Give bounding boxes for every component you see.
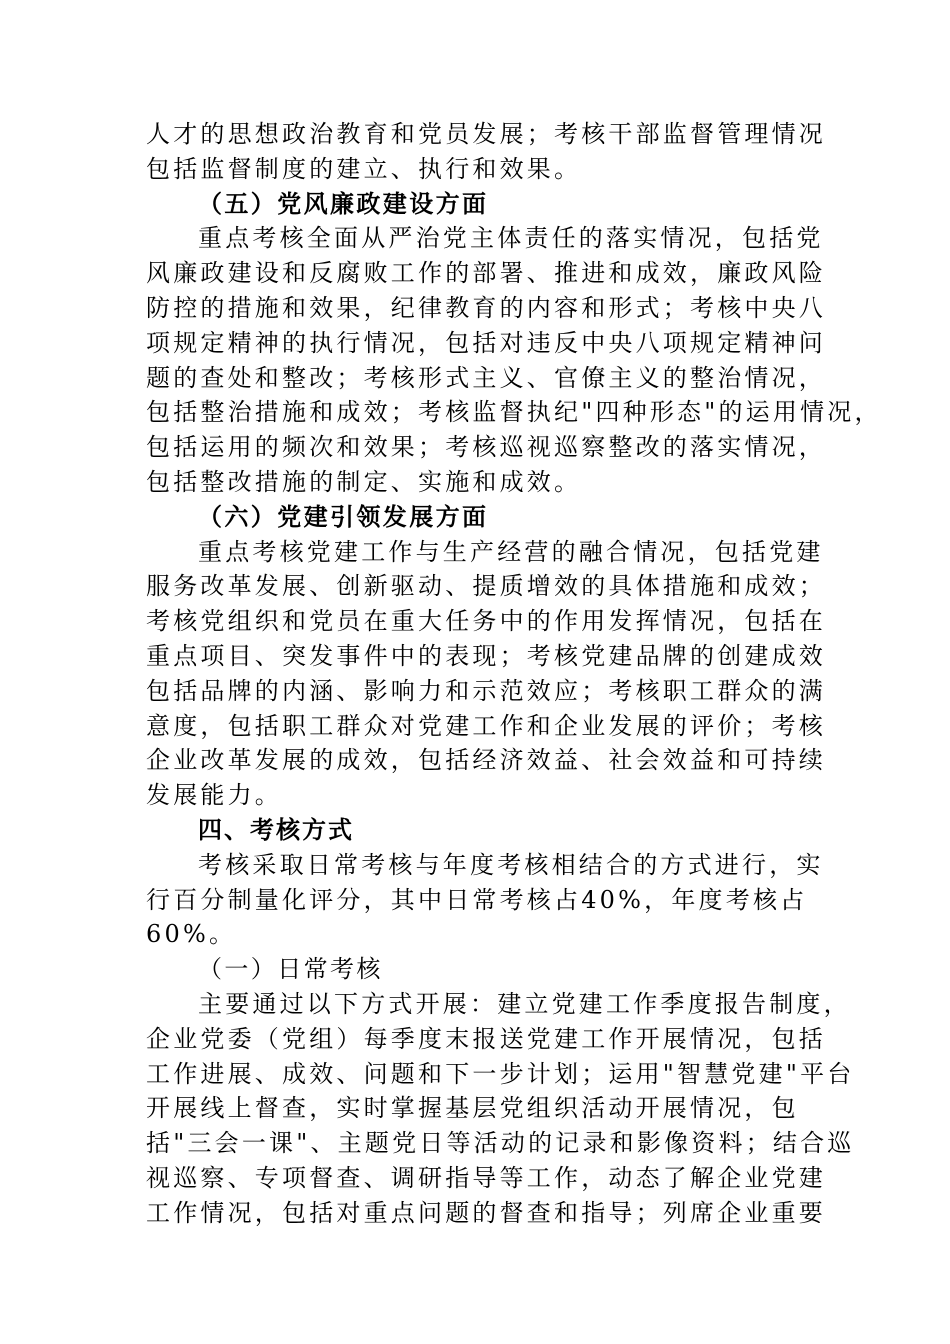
body-text-line: 发展能力。 xyxy=(146,781,282,810)
body-text-line: 行百分制量化评分，其中日常考核占40%，年度考核占 xyxy=(146,885,808,914)
body-text-line: 工作进展、成效、问题和下一步计划；运用"智慧党建"平台 xyxy=(146,1059,855,1088)
body-text-line: 重点项目、突发事件中的表现；考核党建品牌的创建成效 xyxy=(146,641,826,670)
body-text-line: 视巡察、专项督查、调研指导等工作，动态了解企业党建 xyxy=(146,1163,826,1192)
section-subheading: （六）党建引领发展方面 xyxy=(198,501,489,531)
body-text-line: 60%。 xyxy=(146,920,237,949)
body-text-line: 服务改革发展、创新驱动、提质增效的具体措施和成效； xyxy=(146,572,826,601)
paragraph-first-line: 考核采取日常考核与年度考核相结合的方式进行，实 xyxy=(198,850,824,879)
body-text-line: 工作情况，包括对重点问题的督查和指导；列席企业重要 xyxy=(146,1198,826,1227)
section-subheading: （五）党风廉政建设方面 xyxy=(198,188,489,218)
body-text-line: 开展线上督查，实时掌握基层党组织活动开展情况，包 xyxy=(146,1094,799,1123)
paragraph-first-line: 重点考核全面从严治党主体责任的落实情况，包括党 xyxy=(198,224,824,253)
section-subheading: （一）日常考核 xyxy=(198,955,383,984)
document-page xyxy=(146,117,882,1231)
body-text-line: 包括整治措施和成效；考核监督执纪"四种形态"的运用情况， xyxy=(146,398,882,427)
body-text-line: 括"三会一课"、主题党日等活动的记录和影像资料；结合巡 xyxy=(146,1129,855,1158)
body-text-line: 意度，包括职工群众对党建工作和企业发展的评价；考核 xyxy=(146,711,826,740)
body-text-line: 包括整改措施的制定、实施和成效。 xyxy=(146,467,582,496)
body-text-line: 人才的思想政治教育和党员发展；考核干部监督管理情况 xyxy=(146,120,826,148)
body-text-line: 企业改革发展的成效，包括经济效益、社会效益和可持续 xyxy=(146,746,826,775)
body-text-line: 题的查处和整改；考核形式主义、官僚主义的整治情况， xyxy=(146,363,826,392)
body-text-line: 防控的措施和效果，纪律教育的内容和形式；考核中央八 xyxy=(146,293,826,322)
paragraph-first-line: 重点考核党建工作与生产经营的融合情况，包括党建 xyxy=(198,537,824,566)
paragraph-first-line: 主要通过以下方式开展：建立党建工作季度报告制度， xyxy=(198,989,851,1018)
body-text-line: 包括监督制度的建立、执行和效果。 xyxy=(146,154,582,183)
body-text-line: 企业党委（党组）每季度末报送党建工作开展情况，包括 xyxy=(146,1024,826,1053)
body-text-line: 风廉政建设和反腐败工作的部署、推进和成效，廉政风险 xyxy=(146,259,826,288)
section-heading: 四、考核方式 xyxy=(198,814,354,844)
body-text-line: 包括品牌的内涵、影响力和示范效应；考核职工群众的满 xyxy=(146,676,826,705)
body-text-line: 考核党组织和党员在重大任务中的作用发挥情况，包括在 xyxy=(146,607,826,636)
body-text-line: 项规定精神的执行情况，包括对违反中央八项规定精神问 xyxy=(146,328,826,357)
body-text-line: 包括运用的频次和效果；考核巡视巡察整改的落实情况， xyxy=(146,433,826,462)
